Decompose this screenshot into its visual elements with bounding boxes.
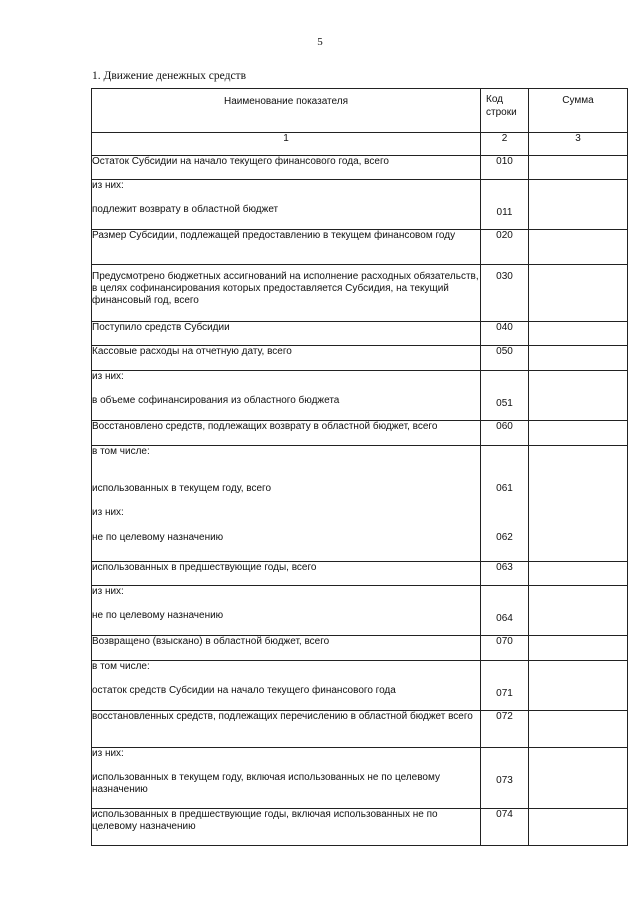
table-row xyxy=(92,180,628,230)
row-code: 051 xyxy=(481,371,529,421)
row-sum[interactable] xyxy=(529,586,628,636)
column-number-3: 3 xyxy=(529,133,628,156)
row-code-cell xyxy=(481,446,529,562)
row-sum[interactable] xyxy=(529,711,628,748)
row-code: 063 xyxy=(481,562,529,586)
row-sum[interactable] xyxy=(529,748,628,809)
row-sum[interactable] xyxy=(529,809,628,846)
column-number-2: 2 xyxy=(481,133,529,156)
row-text-cell xyxy=(92,586,481,636)
row-code: 070 xyxy=(481,636,529,661)
row-sum[interactable] xyxy=(529,421,628,446)
row-sum[interactable] xyxy=(529,371,628,421)
row-code: 040 xyxy=(481,322,529,346)
cash-flow-table xyxy=(91,88,628,846)
table-row xyxy=(92,230,628,265)
row-sub-prefix: из них: xyxy=(92,507,124,518)
row-code: 050 xyxy=(481,346,529,371)
row-code: 064 xyxy=(481,586,529,636)
table-row xyxy=(92,346,628,371)
header-code-line1: Код xyxy=(486,94,504,105)
page-number: 5 xyxy=(317,36,323,48)
header-code xyxy=(481,89,529,133)
row-text: подлежит возврату в областной бюджет xyxy=(92,204,279,215)
row-sum[interactable] xyxy=(529,661,628,711)
row-sum[interactable] xyxy=(529,346,628,371)
row-code: 073 xyxy=(481,748,529,809)
table-row xyxy=(92,371,628,421)
row-sub-code: 062 xyxy=(496,532,513,543)
row-text: использованных в текущем году, включая использованных не по целевому назначению xyxy=(92,772,440,795)
row-sum[interactable] xyxy=(529,156,628,180)
header-sum: Сумма xyxy=(529,89,628,133)
row-sum[interactable] xyxy=(529,230,628,265)
row-text: Возвращено (взыскано) в областной бюджет, всего xyxy=(92,636,481,661)
row-text: использованных в предшествующие годы, всего xyxy=(92,562,481,586)
row-prefix: из них: xyxy=(92,180,124,191)
column-numbers-row xyxy=(92,133,628,156)
row-sum[interactable] xyxy=(529,446,628,562)
table-row xyxy=(92,421,628,446)
row-text-cell xyxy=(92,371,481,421)
table-row xyxy=(92,562,628,586)
section-title: 1. Движение денежных средств xyxy=(92,70,246,82)
table-row xyxy=(92,636,628,661)
table-row xyxy=(92,156,628,180)
header-name: Наименование показателя xyxy=(92,89,481,133)
row-text: Поступило средств Субсидии xyxy=(92,322,481,346)
row-sum[interactable] xyxy=(529,322,628,346)
row-text: восстановленных средств, подлежащих перечислению в областной бюджет всего xyxy=(92,711,481,748)
row-code: 061 xyxy=(496,483,513,494)
row-text: Предусмотрено бюджетных ассигнований на исполнение расходных обязательств, в целях софинансирования которых предоставляется Субсидия, на текущий финансовый год, всего xyxy=(92,265,481,322)
row-text-cell xyxy=(92,446,481,562)
row-code: 020 xyxy=(481,230,529,265)
table-row xyxy=(92,586,628,636)
header-code-line2: строки xyxy=(486,107,517,118)
row-text: использованных в предшествующие годы, включая использованных не по целевому назначению xyxy=(92,809,481,846)
table-row xyxy=(92,661,628,711)
row-text: в объеме софинансирования из областного бюджета xyxy=(92,395,340,406)
row-code: 011 xyxy=(481,180,529,230)
row-sub-text: не по целевому назначению xyxy=(92,532,224,543)
row-code: 010 xyxy=(481,156,529,180)
row-code: 071 xyxy=(481,661,529,711)
row-prefix: из них: xyxy=(92,371,124,382)
row-text: использованных в текущем году, всего xyxy=(92,483,272,494)
table-row xyxy=(92,322,628,346)
row-text: не по целевому назначению xyxy=(92,610,224,621)
row-text: Кассовые расходы на отчетную дату, всего xyxy=(92,346,481,371)
row-text: Остаток Субсидии на начало текущего финансового года, всего xyxy=(92,156,481,180)
row-prefix: в том числе: xyxy=(92,446,150,457)
row-text: остаток средств Субсидии на начало текущего финансового года xyxy=(92,685,396,696)
row-sum[interactable] xyxy=(529,180,628,230)
row-sum[interactable] xyxy=(529,636,628,661)
table-row xyxy=(92,748,628,809)
row-prefix: из них: xyxy=(92,748,124,759)
row-text-cell xyxy=(92,180,481,230)
table-row xyxy=(92,711,628,748)
row-text-cell xyxy=(92,661,481,711)
row-text: Размер Субсидии, подлежащей предоставлению в текущем финансовом году xyxy=(92,230,481,265)
row-code: 030 xyxy=(481,265,529,322)
table-row xyxy=(92,446,628,562)
row-code: 060 xyxy=(481,421,529,446)
table-row xyxy=(92,265,628,322)
row-sum[interactable] xyxy=(529,562,628,586)
row-prefix: из них: xyxy=(92,586,124,597)
row-text-cell xyxy=(92,748,481,809)
row-prefix: в том числе: xyxy=(92,661,150,672)
row-code: 072 xyxy=(481,711,529,748)
table-header-row xyxy=(92,89,628,133)
row-code: 074 xyxy=(481,809,529,846)
row-text: Восстановлено средств, подлежащих возврату в областной бюджет, всего xyxy=(92,421,481,446)
column-number-1: 1 xyxy=(92,133,481,156)
row-sum[interactable] xyxy=(529,265,628,322)
table-row xyxy=(92,809,628,846)
